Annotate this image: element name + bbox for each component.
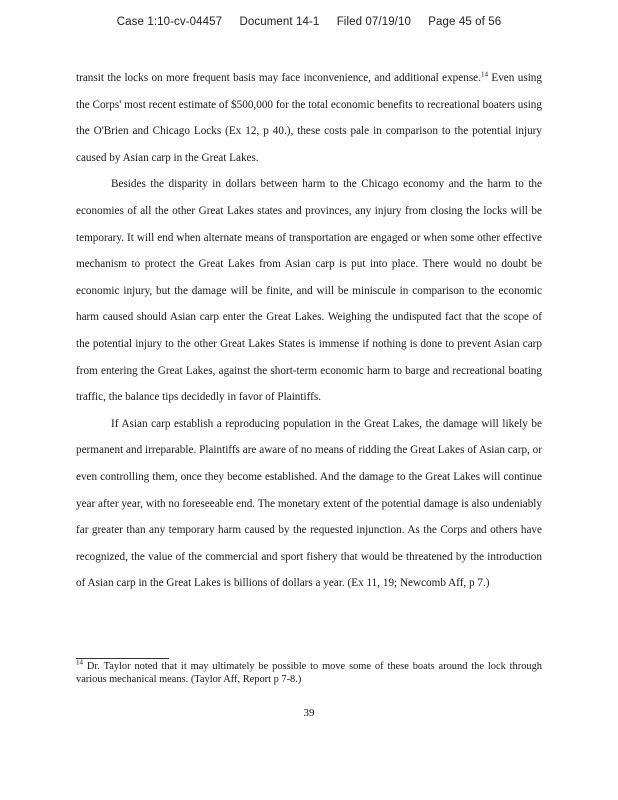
court-filing-header	[0, 16, 618, 28]
document-number: Document 14-1	[239, 16, 320, 28]
filed-date: Filed 07/19/10	[336, 16, 411, 28]
paragraph	[76, 411, 542, 597]
page-of-total: Page 45 of 56	[428, 16, 502, 28]
paragraph-text: Even using the Corps' most recent estimate of $500,000 for the total economic benefits to recreational boaters using the O'Brien and Chicago Locks (Ex 12, p 40.), these costs pale in comparison to the potential injury caused by Asian carp in the Great Lakes.	[76, 72, 542, 164]
footnote	[76, 660, 542, 686]
paragraph-text: If Asian carp establish a reproducing population in the Great Lakes, the damage will likely be permanent and irreparable. Plaintiffs are aware of no means of ridding the Great Lakes of Asian carp, or even controlling them, once they become established. And the damage to the Great Lakes will continue year after year, with no foreseeable end. The monetary extent of the potential damage is also undeniably far greater than any temporary harm caused by the requested injunction. As the Corps and others have recognized, the value of the commercial and sport fishery that would be threatened by the introduction of Asian carp in the Great Lakes is billions of dollars a year. (Ex 11, 19; Newcomb Aff, p 7.)	[76, 417, 542, 590]
case-number: Case 1:10-cv-04457	[116, 16, 223, 28]
body-text	[76, 65, 542, 597]
paragraph	[76, 171, 542, 410]
footnote-divider	[76, 658, 169, 659]
footnote-text: Dr. Taylor noted that it may ultimately be possible to move some of these boats around the lock through various mechanical means. (Taylor Aff, Report p 7-8.)	[76, 661, 542, 685]
paragraph-text: Besides the disparity in dollars between harm to the Chicago economy and the harm to the economies of all the other Great Lakes states and provinces, any injury from closing the locks will be temporary. It will end when alternate means of transportation are engaged or when some other effective mechanism to protect the Great Lakes from Asian carp is put into place. There would no doubt be economic injury, but the damage will be finite, and will be miniscule in comparison to the economic harm caused should Asian carp enter the Great Lakes. Weighing the undisputed fact that the scope of the potential injury to the other Great Lakes States is immense if nothing is done to prevent Asian carp from entering the Great Lakes, against the short-term economic harm to barge and recreational boating traffic, the balance tips decidedly in favor of Plaintiffs.	[76, 178, 542, 404]
paragraph-text: transit the locks on more frequent basis may face inconvenience, and additional expense.	[76, 72, 481, 84]
page-number: 39	[303, 707, 315, 719]
paragraph-continuation	[76, 65, 542, 171]
footnote-reference: 14	[480, 70, 488, 79]
footnote-number: 14	[76, 658, 83, 667]
